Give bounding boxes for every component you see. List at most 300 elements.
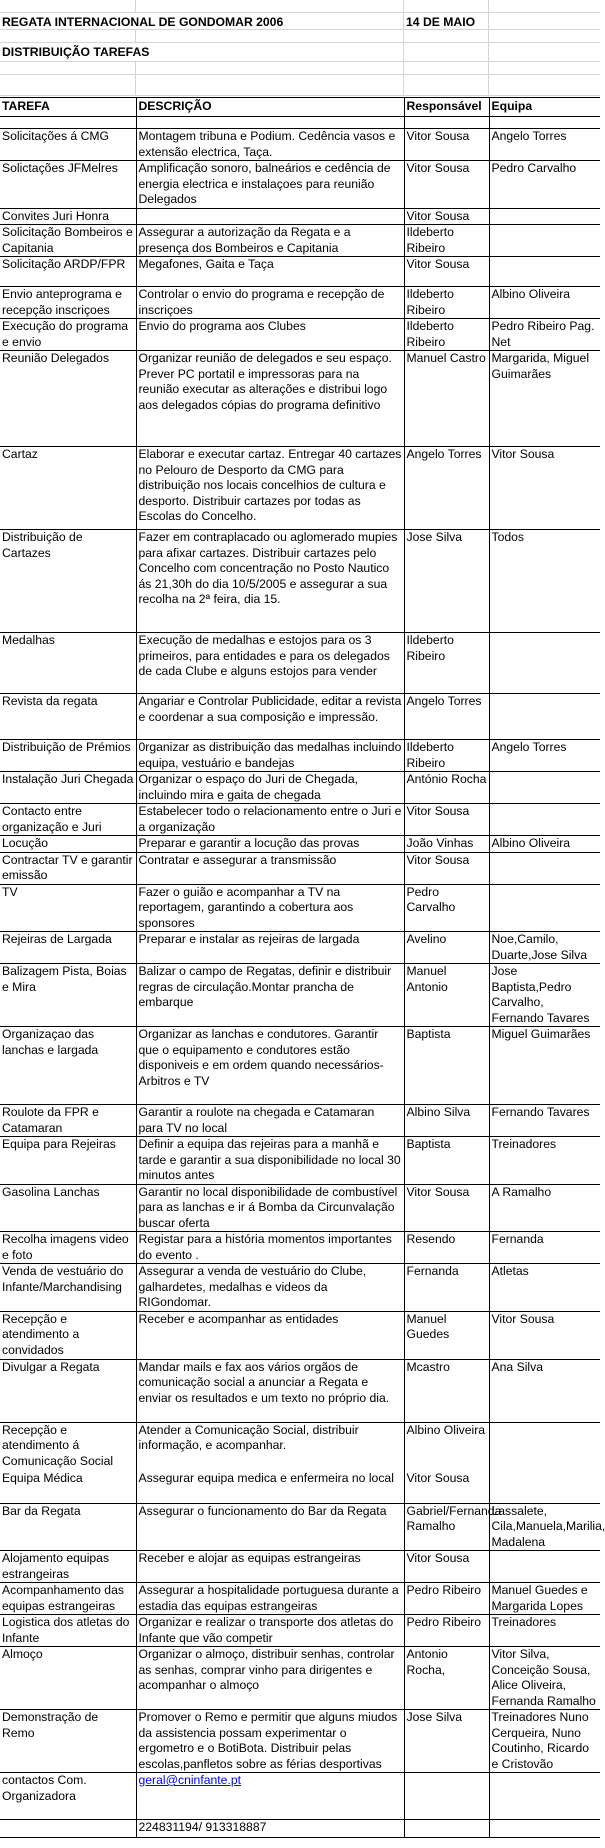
cell-responsavel[interactable] bbox=[404, 964, 489, 1027]
cell-responsavel[interactable] bbox=[404, 1027, 489, 1105]
cell-tarefa[interactable] bbox=[0, 633, 136, 694]
table-row bbox=[0, 1820, 600, 1838]
column-header-descricao[interactable]: DESCRIÇÃO bbox=[136, 98, 404, 117]
cell-equipa[interactable] bbox=[489, 351, 600, 447]
cell-equipa-text: Albino Oliveira bbox=[491, 287, 571, 301]
cell-descricao[interactable] bbox=[136, 1615, 404, 1647]
cell-descricao[interactable] bbox=[136, 530, 404, 633]
cell-descricao-text: Angariar e Controlar Publicidade, editar a revista e coordenar a sua composição e impressão. bbox=[138, 694, 402, 724]
cell-responsavel[interactable] bbox=[404, 740, 489, 772]
cell-equipa[interactable] bbox=[489, 740, 600, 772]
cell-descricao[interactable] bbox=[136, 208, 404, 225]
cell-tarefa[interactable] bbox=[0, 740, 136, 772]
cell-responsavel[interactable] bbox=[404, 208, 489, 225]
cell-responsavel-text: Gabriel/Fernanda Ramalho bbox=[406, 1503, 502, 1533]
cell-responsavel[interactable] bbox=[404, 932, 489, 964]
cell-responsavel-text: Vitor Sousa bbox=[406, 129, 470, 143]
cell-tarefa[interactable] bbox=[0, 257, 136, 287]
cell-tarefa[interactable] bbox=[0, 1359, 136, 1422]
cell[interactable] bbox=[136, 43, 404, 61]
cell-responsavel[interactable] bbox=[404, 1184, 489, 1232]
cell-responsavel[interactable] bbox=[404, 287, 489, 319]
cell-equipa[interactable] bbox=[489, 852, 600, 884]
cell[interactable] bbox=[404, 30, 489, 42]
cell-responsavel[interactable] bbox=[404, 884, 489, 932]
cell-equipa[interactable] bbox=[489, 1551, 600, 1583]
cell-tarefa-text: Convites Juri Honra bbox=[2, 208, 110, 223]
subtitle-row bbox=[0, 43, 600, 62]
cell-responsavel[interactable] bbox=[404, 1232, 489, 1264]
cell-responsavel-text: Vitor Sousa bbox=[406, 161, 470, 175]
table-row bbox=[0, 1551, 600, 1583]
cell-tarefa-text: Logistica dos atletas do Infante bbox=[2, 1615, 130, 1645]
cell-equipa[interactable] bbox=[489, 208, 600, 225]
cell-tarefa[interactable] bbox=[0, 208, 136, 225]
tasks-table bbox=[0, 97, 605, 1838]
cell-responsavel[interactable] bbox=[404, 633, 489, 694]
cell-tarefa-text: Divulgar a Regata bbox=[2, 1359, 100, 1374]
cell-tarefa-text: Roulote da FPR e Catamaran bbox=[2, 1105, 99, 1135]
cell-descricao-text: Organizar e realizar o transporte dos atletas do Infante que vão competir bbox=[138, 1615, 394, 1645]
cell[interactable] bbox=[404, 75, 489, 95]
cell-descricao-text: Assegurar a hospitalidade portuguesa durante a estadia das equipas estrangeiras bbox=[138, 1583, 399, 1613]
cell-responsavel[interactable] bbox=[404, 129, 489, 161]
cell[interactable] bbox=[0, 0, 136, 12]
cell-descricao[interactable] bbox=[136, 161, 404, 209]
cell-descricao-text: Definir a equipa das rejeiras para a manhã e tarde e garantir a sua disponibilidade no local 30 minutos antes bbox=[138, 1137, 401, 1182]
cell-tarefa[interactable] bbox=[0, 351, 136, 447]
cell-tarefa[interactable] bbox=[0, 694, 136, 740]
cell-responsavel[interactable] bbox=[404, 1710, 489, 1773]
cell[interactable] bbox=[136, 75, 404, 95]
cell-tarefa-text: Organizaçao das lanchas e largada bbox=[2, 1027, 99, 1057]
cell-responsavel[interactable] bbox=[404, 852, 489, 884]
table-row bbox=[0, 964, 600, 1027]
cell-descricao-text: Receber e alojar as equipas estrangeiras bbox=[138, 1551, 361, 1565]
table-header-row bbox=[0, 98, 600, 117]
table-row bbox=[0, 129, 600, 161]
cell-descricao-text: Contratar e assegurar a transmissão bbox=[138, 852, 337, 867]
cell-descricao[interactable] bbox=[136, 932, 404, 964]
cell-tarefa[interactable] bbox=[0, 932, 136, 964]
cell-equipa[interactable] bbox=[489, 772, 600, 804]
cell-tarefa[interactable] bbox=[0, 117, 136, 129]
column-header-tarefa[interactable]: TAREFA bbox=[0, 98, 136, 117]
cell-equipa[interactable] bbox=[489, 319, 600, 351]
cell-tarefa[interactable] bbox=[0, 1422, 136, 1471]
cell-tarefa[interactable] bbox=[0, 884, 136, 932]
table-row bbox=[0, 161, 600, 209]
cell-equipa-text: Ana Silva bbox=[491, 1359, 543, 1374]
cell-tarefa-text: Envio anteprograma e recepção inscriçoes bbox=[2, 287, 122, 317]
cell-responsavel-text: Vitor Sousa bbox=[406, 1471, 470, 1485]
cell-responsavel-text: Resendo bbox=[406, 1232, 456, 1246]
cell-equipa[interactable] bbox=[489, 1359, 600, 1422]
table-row bbox=[0, 1027, 600, 1105]
cell-tarefa[interactable] bbox=[0, 1820, 136, 1838]
cell-responsavel[interactable] bbox=[404, 319, 489, 351]
cell-descricao[interactable] bbox=[136, 1551, 404, 1583]
cell-tarefa[interactable] bbox=[0, 852, 136, 884]
cell-descricao-text: Organizar as lanchas e condutores. Garantir que o equipamento e condutores estão disponiveis e em ordem quando necessários-Arbitros e TV bbox=[138, 1027, 384, 1088]
cell-descricao-text: Preparar e garantir a locução das provas bbox=[138, 836, 360, 850]
cell-tarefa[interactable] bbox=[0, 225, 136, 257]
column-header-equipa[interactable]: Equipa bbox=[489, 98, 600, 117]
cell-equipa[interactable] bbox=[489, 447, 600, 530]
cell-tarefa[interactable] bbox=[0, 319, 136, 351]
cell-responsavel-text: Vitor Sousa bbox=[406, 1184, 470, 1199]
cell-descricao[interactable] bbox=[136, 852, 404, 884]
cell-descricao[interactable] bbox=[136, 1232, 404, 1264]
cell-descricao[interactable] bbox=[136, 772, 404, 804]
cell-responsavel-text: Jose Silva bbox=[406, 530, 463, 544]
cell-descricao[interactable] bbox=[136, 964, 404, 1027]
cell-tarefa[interactable] bbox=[0, 1264, 136, 1312]
cell-equipa[interactable] bbox=[489, 884, 600, 932]
cell-responsavel[interactable] bbox=[404, 1422, 489, 1471]
cell[interactable] bbox=[136, 13, 404, 29]
cell-descricao[interactable] bbox=[136, 1264, 404, 1312]
cell-responsavel-text: Vitor Sousa bbox=[406, 208, 470, 223]
cell-equipa[interactable] bbox=[489, 633, 600, 694]
cell-descricao[interactable] bbox=[136, 1137, 404, 1185]
table-row bbox=[0, 1503, 600, 1551]
cell-responsavel[interactable] bbox=[404, 1359, 489, 1422]
cell-tarefa-text: contactos Com. Organizadora bbox=[2, 1773, 87, 1803]
cell-tarefa[interactable] bbox=[0, 964, 136, 1027]
cell-descricao[interactable] bbox=[136, 1027, 404, 1105]
column-header-responsavel[interactable]: Responsável bbox=[404, 98, 489, 117]
cell-descricao-text: Assegurar equipa medica e enfermeira no local bbox=[138, 1471, 394, 1485]
cell[interactable] bbox=[404, 62, 489, 74]
cell-descricao[interactable] bbox=[136, 1105, 404, 1137]
cell-tarefa-text: Cartaz bbox=[2, 447, 38, 461]
cell-descricao[interactable] bbox=[136, 1184, 404, 1232]
cell-descricao-text: Assegurar o funcionamento do Bar da Regata bbox=[138, 1503, 387, 1518]
cell-equipa[interactable] bbox=[489, 287, 600, 319]
cell-responsavel[interactable] bbox=[404, 1311, 489, 1359]
cell-responsavel-text: João Vinhas bbox=[406, 836, 474, 850]
cell-responsavel[interactable] bbox=[404, 1551, 489, 1583]
cell-descricao[interactable] bbox=[136, 319, 404, 351]
cell-equipa[interactable] bbox=[489, 1773, 600, 1820]
cell-tarefa-text: Rejeiras de Largada bbox=[2, 932, 112, 946]
cell-descricao-text: Fazer o guião e acompanhar a TV na reportagem, garantindo a cobertura aos sponsores bbox=[138, 884, 354, 930]
cell-responsavel-text: Ildeberto Ribeiro bbox=[406, 319, 454, 349]
cell-descricao[interactable] bbox=[136, 1583, 404, 1615]
cell-responsavel[interactable] bbox=[404, 1503, 502, 1551]
cell-equipa[interactable] bbox=[489, 1137, 600, 1185]
cell-tarefa-text: Bar da Regata bbox=[2, 1503, 81, 1518]
cell-descricao[interactable] bbox=[136, 1471, 404, 1503]
cell-descricao[interactable] bbox=[136, 884, 404, 932]
cell-equipa-text: Angelo Torres bbox=[491, 740, 567, 754]
cell-descricao-text: Montagem tribuna e Podium. Cedência vasos e extensão electrica, Taça. bbox=[138, 129, 396, 159]
cell-equipa[interactable] bbox=[489, 1820, 600, 1838]
cell-equipa[interactable] bbox=[489, 530, 600, 633]
cell[interactable] bbox=[136, 0, 404, 12]
cell-equipa[interactable] bbox=[489, 932, 600, 964]
cell-equipa[interactable] bbox=[489, 1647, 600, 1710]
cell-equipa[interactable] bbox=[489, 1710, 600, 1773]
cell-responsavel[interactable] bbox=[404, 1137, 489, 1185]
cell-responsavel[interactable] bbox=[404, 1647, 489, 1710]
cell-equipa[interactable] bbox=[489, 225, 600, 257]
cell-equipa[interactable] bbox=[489, 1264, 600, 1312]
cell-responsavel-text: Baptista bbox=[406, 1137, 451, 1151]
sheet-row-blank bbox=[0, 0, 600, 13]
cell-descricao[interactable] bbox=[136, 287, 404, 319]
cell-equipa[interactable] bbox=[489, 129, 600, 161]
cell-responsavel[interactable] bbox=[404, 1583, 489, 1615]
cell-tarefa-text: Solicitação Bombeiros e Capitania bbox=[2, 225, 133, 255]
cell[interactable] bbox=[404, 43, 489, 61]
cell-equipa-text: Pedro Carvalho bbox=[491, 161, 577, 175]
cell-equipa[interactable] bbox=[489, 161, 600, 209]
cell-tarefa[interactable] bbox=[0, 804, 136, 836]
cell-tarefa[interactable] bbox=[0, 287, 136, 319]
cell-descricao[interactable] bbox=[136, 117, 404, 129]
cell-equipa-text: Vitor Sousa bbox=[491, 1311, 555, 1326]
cell-descricao[interactable] bbox=[136, 1820, 404, 1838]
cell-equipa-text: Todos bbox=[491, 530, 525, 544]
cell[interactable] bbox=[136, 30, 404, 42]
cell-responsavel[interactable] bbox=[404, 1264, 489, 1312]
cell-descricao-text: Garantir a roulote na chegada e Catamaran para TV no local bbox=[138, 1105, 375, 1135]
cell-descricao[interactable] bbox=[136, 1647, 404, 1710]
cell[interactable] bbox=[136, 62, 404, 74]
cell-tarefa[interactable] bbox=[0, 1503, 136, 1551]
cell-descricao[interactable] bbox=[136, 351, 404, 447]
cell-equipa-text: Albino Oliveira bbox=[491, 836, 571, 850]
cell-equipa-text: Manuel Guedes e Margarida Lopes bbox=[491, 1583, 588, 1613]
cell-descricao[interactable] bbox=[136, 1311, 404, 1359]
cell[interactable] bbox=[489, 0, 600, 12]
cell-descricao-text: Envio do programa aos Clubes bbox=[138, 319, 306, 333]
cell-descricao-text: Organizar o espaço do Juri de Chegada, incluindo mira e gaita de chegada bbox=[138, 772, 359, 802]
cell-tarefa[interactable] bbox=[0, 1773, 136, 1820]
table-row bbox=[0, 884, 600, 932]
cell-equipa[interactable] bbox=[489, 694, 600, 740]
cell-descricao[interactable] bbox=[136, 1773, 404, 1820]
cell-equipa[interactable] bbox=[489, 1615, 600, 1647]
document-subtitle[interactable]: DISTRIBUIÇÃO TAREFAS bbox=[2, 45, 150, 59]
cell-responsavel-text: Antonio Rocha, bbox=[406, 1647, 448, 1677]
cell-descricao[interactable] bbox=[136, 1503, 404, 1551]
table-row bbox=[0, 530, 600, 633]
cell-equipa[interactable] bbox=[489, 1311, 600, 1359]
cell[interactable] bbox=[0, 62, 136, 74]
cell-equipa-text: Miguel Guimarães bbox=[491, 1027, 591, 1041]
cell-responsavel-text: Avelino bbox=[406, 932, 447, 946]
cell-descricao[interactable] bbox=[136, 447, 404, 530]
cell-equipa-text: Angelo Torres bbox=[491, 129, 567, 143]
cell-equipa[interactable] bbox=[489, 1027, 600, 1105]
cell-responsavel-text: Vitor Sousa bbox=[406, 1551, 470, 1565]
cell-equipa[interactable] bbox=[489, 117, 600, 129]
cell[interactable] bbox=[489, 13, 600, 29]
cell-tarefa-text: Solictações JFMelres bbox=[2, 161, 118, 175]
table-row bbox=[0, 1264, 600, 1312]
cell-descricao[interactable] bbox=[136, 1710, 404, 1773]
cell-equipa[interactable] bbox=[489, 1583, 600, 1615]
spreadsheet bbox=[0, 0, 600, 96]
cell-tarefa[interactable] bbox=[0, 1184, 136, 1232]
cell-responsavel-text: Vitor Sousa bbox=[406, 852, 470, 867]
cell-tarefa[interactable] bbox=[0, 1583, 136, 1615]
cell-responsavel-text: Angelo Torres bbox=[406, 447, 482, 461]
cell-tarefa[interactable] bbox=[0, 1027, 136, 1105]
cell-tarefa-text: Solicitações á CMG bbox=[2, 129, 110, 143]
cell-tarefa[interactable] bbox=[0, 1311, 136, 1359]
cell-descricao[interactable] bbox=[136, 1359, 404, 1422]
cell-responsavel[interactable] bbox=[404, 351, 489, 447]
cell-tarefa[interactable] bbox=[0, 530, 136, 633]
cell-descricao[interactable] bbox=[136, 836, 404, 853]
cell-equipa[interactable] bbox=[489, 804, 600, 836]
cell-tarefa[interactable] bbox=[0, 1551, 136, 1583]
table-row bbox=[0, 225, 600, 257]
cell-descricao[interactable] bbox=[136, 804, 404, 836]
email-link[interactable]: geral@cninfante.pt bbox=[138, 1773, 241, 1787]
cell-responsavel-text: Angelo Torres bbox=[406, 694, 482, 708]
cell-equipa-text: Fernando Tavares bbox=[491, 1105, 590, 1119]
cell-responsavel-text: Mcastro bbox=[406, 1359, 450, 1374]
table-row bbox=[0, 633, 600, 694]
cell-responsavel[interactable] bbox=[404, 694, 489, 740]
cell-responsavel[interactable] bbox=[404, 447, 489, 530]
cell-responsavel[interactable] bbox=[404, 1105, 489, 1137]
cell-equipa[interactable] bbox=[489, 1503, 605, 1551]
table-row bbox=[0, 447, 600, 530]
cell-responsavel[interactable] bbox=[404, 161, 489, 209]
cell-responsavel[interactable] bbox=[404, 530, 489, 633]
table-row bbox=[0, 1184, 600, 1232]
cell-responsavel[interactable] bbox=[404, 772, 489, 804]
cell-responsavel-text: Ildeberto Ribeiro bbox=[406, 287, 454, 317]
cell-responsavel-text: Jose Silva bbox=[406, 1710, 463, 1724]
cell-tarefa[interactable] bbox=[0, 1647, 136, 1710]
cell-descricao-text: Preparar e instalar as rejeiras de largada bbox=[138, 932, 360, 946]
cell-tarefa[interactable] bbox=[0, 129, 136, 161]
cell-responsavel[interactable] bbox=[404, 836, 489, 853]
cell-tarefa[interactable] bbox=[0, 772, 136, 804]
cell-responsavel-text: Ildeberto Ribeiro bbox=[406, 633, 454, 663]
table-row bbox=[0, 1710, 600, 1773]
cell-equipa[interactable] bbox=[489, 1471, 600, 1503]
cell-responsavel[interactable] bbox=[404, 1471, 489, 1503]
cell-tarefa-text: Alojamento equipas estrangeiras bbox=[2, 1551, 110, 1581]
cell[interactable] bbox=[0, 75, 136, 95]
cell-descricao-text: Atender a Comunicação Social, distribuir informação, e acompanhar. bbox=[138, 1422, 359, 1452]
cell-descricao[interactable] bbox=[136, 257, 404, 287]
cell-equipa[interactable] bbox=[489, 964, 600, 1027]
event-date[interactable]: 14 DE MAIO bbox=[404, 13, 489, 29]
cell-descricao[interactable] bbox=[136, 740, 404, 772]
cell-tarefa-text: Demonstração de Remo bbox=[2, 1710, 99, 1740]
cell-equipa[interactable] bbox=[489, 1232, 600, 1264]
cell[interactable] bbox=[489, 30, 600, 42]
cell-responsavel[interactable] bbox=[404, 1773, 489, 1820]
sheet-row-blank bbox=[0, 30, 600, 43]
cell-responsavel-text: Manuel Antonio bbox=[406, 964, 448, 994]
cell-equipa[interactable] bbox=[489, 257, 600, 287]
cell-tarefa-text: Reunião Delegados bbox=[2, 351, 110, 365]
cell-equipa[interactable] bbox=[489, 1184, 600, 1232]
cell-tarefa-text: Distribuição de Prémios bbox=[2, 740, 131, 754]
cell-tarefa[interactable] bbox=[0, 1137, 136, 1185]
cell-equipa-text: Lassalete, Cila,Manuela,Marilia, Madalena bbox=[491, 1503, 605, 1549]
cell-descricao-text: Receber e acompanhar as entidades bbox=[138, 1311, 339, 1326]
cell-tarefa-text: Execução do programa e envio bbox=[2, 319, 129, 349]
cell-responsavel[interactable] bbox=[404, 1820, 489, 1838]
cell-tarefa[interactable] bbox=[0, 161, 136, 209]
cell-responsavel[interactable] bbox=[404, 257, 489, 287]
cell-descricao[interactable] bbox=[136, 225, 404, 257]
cell-equipa[interactable] bbox=[489, 836, 600, 853]
cell-equipa-text: Treinadores bbox=[491, 1137, 557, 1151]
cell-tarefa-text: Balizagem Pista, Boias e Mira bbox=[2, 964, 127, 994]
cell-tarefa-text: Distribuição de Cartazes bbox=[2, 530, 83, 560]
cell-descricao-text: Mandar mails e fax aos vários orgãos de comunicação social a anunciar a Regata e enviar os resultados e um texto no próprio dia. bbox=[138, 1359, 390, 1405]
cell-responsavel-text: Vitor Sousa bbox=[406, 804, 470, 818]
cell-tarefa-text: Contacto entre organização e Juri bbox=[2, 804, 102, 834]
cell-descricao-text: Garantir no local disponibilidade de combustível para as lanchas e ir á Bomba da Circunvalação buscar oferta bbox=[138, 1184, 398, 1230]
cell-tarefa-text: Gasolina Lanchas bbox=[2, 1184, 100, 1199]
cell-tarefa[interactable] bbox=[0, 1471, 136, 1503]
cell-responsavel[interactable] bbox=[404, 804, 489, 836]
cell-responsavel[interactable] bbox=[404, 1615, 489, 1647]
cell-tarefa-text: TV bbox=[2, 884, 18, 899]
cell-equipa-text: A Ramalho bbox=[491, 1184, 552, 1199]
cell-descricao[interactable] bbox=[136, 694, 404, 740]
table-row bbox=[0, 836, 600, 853]
cell-equipa[interactable] bbox=[489, 1422, 600, 1471]
table-row bbox=[0, 1583, 600, 1615]
cell[interactable] bbox=[489, 43, 600, 61]
cell-descricao[interactable] bbox=[136, 1422, 404, 1471]
cell-responsavel[interactable] bbox=[404, 225, 489, 257]
document-title[interactable]: REGATA INTERNACIONAL DE GONDOMAR 2006 bbox=[2, 15, 284, 29]
table-row bbox=[0, 740, 600, 772]
cell-descricao[interactable] bbox=[136, 129, 404, 161]
cell-tarefa[interactable] bbox=[0, 1105, 136, 1137]
cell-descricao-text: Balizar o campo de Regatas, definir e distribuir regras de circulação.Montar prancha de embarque bbox=[138, 964, 392, 1009]
cell-tarefa[interactable] bbox=[0, 1710, 136, 1773]
cell-equipa[interactable] bbox=[489, 1105, 600, 1137]
cell[interactable] bbox=[489, 75, 600, 95]
cell-tarefa[interactable] bbox=[0, 1615, 136, 1647]
table-row bbox=[0, 1137, 600, 1185]
cell-equipa-text: Vitor Silva, Conceição Sousa, Alice Oliveira, Fernanda Ramalho bbox=[491, 1647, 596, 1708]
cell-tarefa-text: Medalhas bbox=[2, 633, 55, 647]
cell[interactable] bbox=[404, 0, 489, 12]
cell[interactable] bbox=[0, 30, 136, 42]
cell-tarefa[interactable] bbox=[0, 447, 136, 530]
cell-responsavel-text: Albino Silva bbox=[406, 1105, 471, 1119]
cell-equipa-text: Treinadores Nuno Cerqueira, Nuno Coutinho, Ricardo e Cristovão bbox=[491, 1710, 590, 1771]
cell[interactable] bbox=[489, 62, 600, 74]
cell-descricao-text: Organizar o almoço, distribuir senhas, controlar as senhas, comprar vinho para dirigentes e acompanhar o almoço bbox=[138, 1647, 395, 1692]
cell-responsavel-text: Baptista bbox=[406, 1027, 451, 1041]
cell-responsavel[interactable] bbox=[404, 117, 489, 129]
table-row bbox=[0, 852, 600, 884]
cell-tarefa[interactable] bbox=[0, 1232, 136, 1264]
cell-tarefa-text: Almoço bbox=[2, 1647, 43, 1661]
table-row bbox=[0, 1471, 600, 1503]
cell-descricao[interactable] bbox=[136, 633, 404, 694]
cell-tarefa[interactable] bbox=[0, 836, 136, 853]
